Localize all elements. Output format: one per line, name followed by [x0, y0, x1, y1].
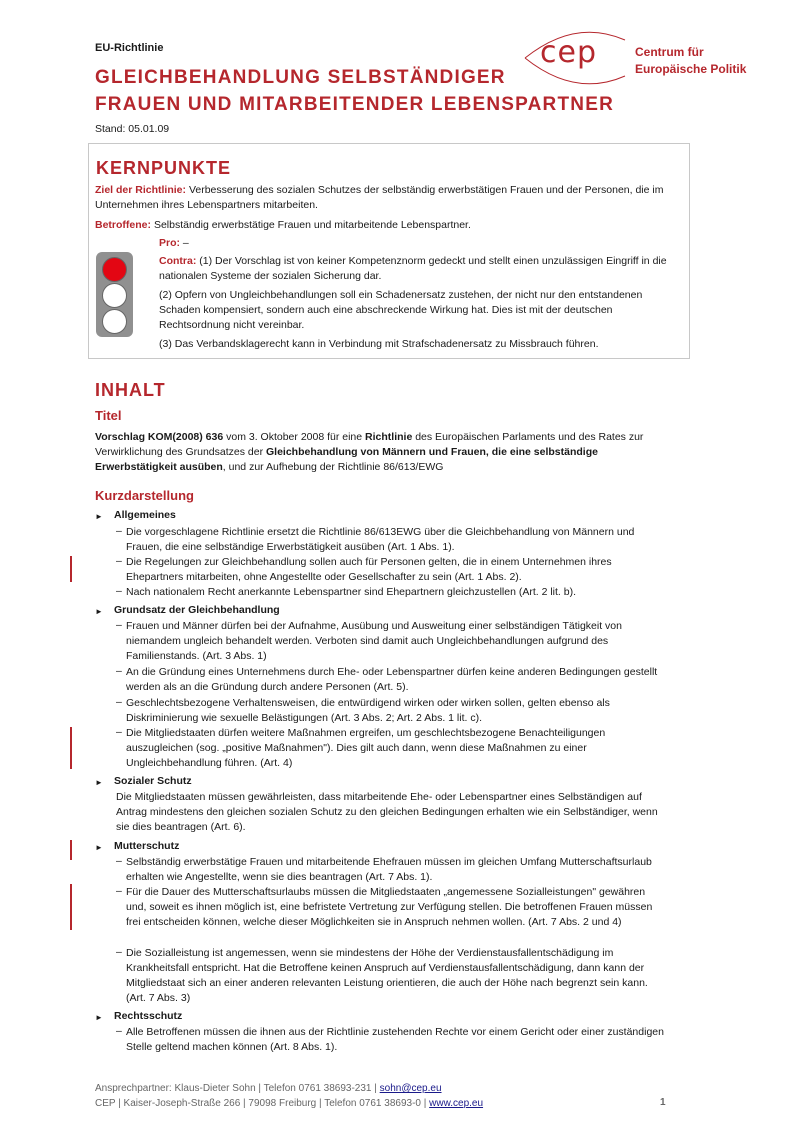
- cep-logo-name: [635, 44, 746, 78]
- allgemeines-item-1: Die vorgeschlagene Richtlinie ersetzt die Richtlinie 86/613EWG über die Gleichbehandlung von Männern und Frauen, die eine selbständige Erwerbstätigkeit ausüben (Art. 1 Abs. 1).: [126, 526, 635, 553]
- logo-name-line2: Europäische Politik: [635, 62, 747, 76]
- change-marker: [70, 884, 72, 930]
- titel-t3: , und zur Aufhebung der Richtlinie 86/613/EWG: [222, 461, 444, 473]
- page-number: 1: [660, 1097, 666, 1108]
- dash-bullet: –: [116, 665, 122, 677]
- mutterschutz-item-1: Selbständig erwerbstätige Frauen und mitarbeitende Ehefrauen müssen im gleichen Umfang Mutterschaftsurlaub erhalten wie Angestellte, wenn sie dies beantragen (Art. 7 Abs. 1).: [126, 856, 652, 883]
- red-lamp-icon: [102, 257, 127, 282]
- contra-label: Contra:: [159, 255, 197, 267]
- inhalt-title: INHALT: [95, 380, 166, 400]
- dash-bullet: –: [116, 619, 122, 631]
- dash-bullet: –: [116, 696, 122, 708]
- pro-text: –: [182, 237, 189, 249]
- dash-bullet: –: [116, 1025, 122, 1037]
- cep-logo-word: cep: [540, 35, 597, 70]
- change-marker: [70, 840, 72, 860]
- yellow-lamp-off-icon: [102, 283, 127, 308]
- grundsatz-heading: Grundsatz der Gleichbehandlung: [114, 604, 280, 616]
- change-marker: [70, 556, 72, 582]
- titel-b3: Gleichbehandlung von Männern und Frauen, die eine selbständige Erwerbstätigkeit ausüben: [95, 446, 598, 473]
- grundsatz-item-3: Geschlechtsbezogene Verhaltensweisen, die entwürdigend wirken oder wirken sollen, gelten ebenso als Diskriminierung wie sexuelle Belästigungen (Art. 3 Abs. 2; Art. 2 Abs. 1 lit. c).: [126, 697, 610, 724]
- rechtsschutz-item-1: Alle Betroffenen müssen die ihnen aus der Richtlinie zustehenden Rechte vor einem Gericht oder einer zuständigen Stelle geltend machen können (Art. 8 Abs. 1).: [126, 1026, 664, 1053]
- dash-bullet: –: [116, 726, 122, 738]
- mutterschutz-item-3: Die Sozialleistung ist angemessen, wenn sie mindestens der Höhe der Verdienstausfallentschädigung im Krankheitsfall entspricht. Hat die Betroffene keinen Anspruch auf Verdienstausfallentschädigung, dann kann der Mitgliedstaat sich an einer anderen relevanten Leistung orientieren, die auch der Höhe nach begrenzt sein kann. (Art. 7 Abs. 3): [126, 947, 648, 1004]
- footer-email-link[interactable]: sohn@cep.eu: [379, 1083, 442, 1094]
- traffic-light-icon: [96, 252, 133, 337]
- arrow-bullet-icon: ►: [95, 1013, 103, 1022]
- titel-heading: Titel: [95, 408, 122, 423]
- stand-date: Stand: 05.01.09: [95, 123, 170, 135]
- footer-address-text: CEP | Kaiser-Joseph-Straße 266 | 79098 Freiburg | Telefon 0761 38693-0 |: [95, 1098, 427, 1109]
- mutterschutz-item-2: Für die Dauer des Mutterschaftsurlaubs müssen die Mitgliedstaaten „angemessene Sozialleistungen" gewähren und, soweit es ihnen möglich ist, eine befristete Vertretung zur Verfügung stellen. Die betroffenen Frauen müssen frei entscheiden können, welche dieser Möglichkeiten sie in Anspruch nehmen wollen. (Art. 7 Abs. 2 und 4): [126, 886, 653, 928]
- dash-bullet: –: [116, 555, 122, 567]
- contra-1-text: (1) Der Vorschlag ist von keiner Kompetenznorm gedeckt und stellt einen unzulässigen Eingriff in die nationalen Systeme der sozialen Sicherung dar.: [159, 255, 667, 282]
- rechtsschutz-heading: Rechtsschutz: [114, 1010, 183, 1022]
- ziel-label: Ziel der Richtlinie:: [95, 184, 187, 196]
- footer-contact-text: Ansprechpartner: Klaus-Dieter Sohn | Telefon 0761 38693-231 |: [95, 1083, 377, 1094]
- ziel-paragraph: [95, 183, 675, 213]
- titel-paragraph: [95, 430, 673, 475]
- dash-bullet: –: [116, 855, 122, 867]
- pro-label: Pro:: [159, 237, 180, 249]
- pro-line: [159, 236, 189, 251]
- arrow-bullet-icon: ►: [95, 607, 103, 616]
- page-title-line1: GLEICHBEHANDLUNG SELBSTÄNDIGER: [95, 67, 506, 88]
- kernpunkte-title: KERNPUNKTE: [96, 158, 232, 178]
- document-type-label: EU-Richtlinie: [95, 42, 164, 54]
- logo-name-line1: Centrum für: [635, 45, 704, 59]
- allgemeines-heading: Allgemeines: [114, 509, 176, 521]
- dash-bullet: –: [116, 946, 122, 958]
- contra-1: [159, 254, 677, 284]
- footer-contact: [95, 1083, 442, 1094]
- titel-b2: Richtlinie: [365, 431, 413, 443]
- ziel-text: Verbesserung des sozialen Schutzes der selbständig erwerbstätigen Frauen und der Personen, die im Unternehmen ihres Lebenspartners mitarbeiten.: [95, 184, 664, 211]
- arrow-bullet-icon: ►: [95, 843, 103, 852]
- betroffene-label: Betroffene:: [95, 219, 152, 231]
- dash-bullet: –: [116, 525, 122, 537]
- sozial-text: Die Mitgliedstaaten müssen gewährleisten, dass mitarbeitende Ehe- oder Lebenspartner eines Selbständigen auf Antrag mindestens den gleichen sozialen Schutz zu den gleichen Bedingungen erhalten wie ein Selbständiger, wenn sie dies beantragen (Art. 6).: [116, 791, 658, 833]
- allgemeines-item-2: Die Regelungen zur Gleichbehandlung sollen auch für Personen gelten, die in einem Unternehmen ihres Ehepartners mitarbeiten, ohne Angestellte oder Gesellschafter zu sein (Art. 1 Abs. 2).: [126, 556, 612, 583]
- green-lamp-off-icon: [102, 309, 127, 334]
- betroffene-paragraph: [95, 218, 675, 233]
- allgemeines-item-3: Nach nationalem Recht anerkannte Lebenspartner sind Ehepartnern gleichzustellen (Art. 2 lit. b).: [126, 586, 577, 598]
- grundsatz-item-2: An die Gründung eines Unternehmens durch Ehe- oder Lebenspartner dürfen keine anderen Bedingungen gestellt werden als an die Gründung durch andere Personen (Art. 5).: [126, 666, 658, 693]
- grundsatz-item-4: Die Mitgliedstaaten dürfen weitere Maßnahmen ergreifen, um geschlechtsbezogene Benachteiligungen auszugleichen (sog. „positive Maßnahmen"). Dies gilt auch dann, wenn diese Maßnahmen zu einer Ungleichbehandlung führen. (Art. 4): [126, 727, 606, 769]
- arrow-bullet-icon: ►: [95, 512, 103, 521]
- dash-bullet: –: [116, 585, 122, 597]
- mutterschutz-heading: Mutterschutz: [114, 840, 180, 852]
- contra-2: (2) Opfern von Ungleichbehandlungen soll ein Schadenersatz zustehen, der nicht nur den entstandenen Schaden kompensiert, sondern auch eine abschreckende Wirkung hat. Dies ist mit der deutschen Rechtsordnung nicht vereinbar.: [159, 289, 643, 331]
- footer-web-link[interactable]: www.cep.eu: [429, 1098, 484, 1109]
- sozial-heading: Sozialer Schutz: [114, 775, 192, 787]
- contra-3: (3) Das Verbandsklagerecht kann in Verbindung mit Strafschadenersatz zu Missbrauch führen.: [159, 338, 599, 350]
- titel-t1: vom 3. Oktober 2008 für eine: [223, 431, 366, 443]
- kurzdarstellung-heading: Kurzdarstellung: [95, 488, 194, 503]
- change-marker: [70, 727, 72, 769]
- betroffene-text: Selbständig erwerbstätige Frauen und mitarbeitende Lebenspartner.: [153, 219, 471, 231]
- arrow-bullet-icon: ►: [95, 778, 103, 787]
- titel-t2: des Europäischen Parlaments und des Rates zur Verwirklichung des Grundsatzes der: [95, 431, 644, 458]
- dash-bullet: –: [116, 885, 122, 897]
- grundsatz-item-1: Frauen und Männer dürfen bei der Aufnahme, Ausübung und Ausweitung einer selbständigen Tätigkeit von niemandem ungleich behandelt werden. Verboten sind damit auch Ungleichbehandlungen aufgrund des Familienstands. (Art. 3 Abs. 1): [126, 620, 622, 662]
- titel-b1: Vorschlag KOM(2008) 636: [95, 431, 224, 443]
- footer-address: [95, 1098, 483, 1109]
- page-title-line2: FRAUEN UND MITARBEITENDER LEBENSPARTNER: [95, 94, 614, 115]
